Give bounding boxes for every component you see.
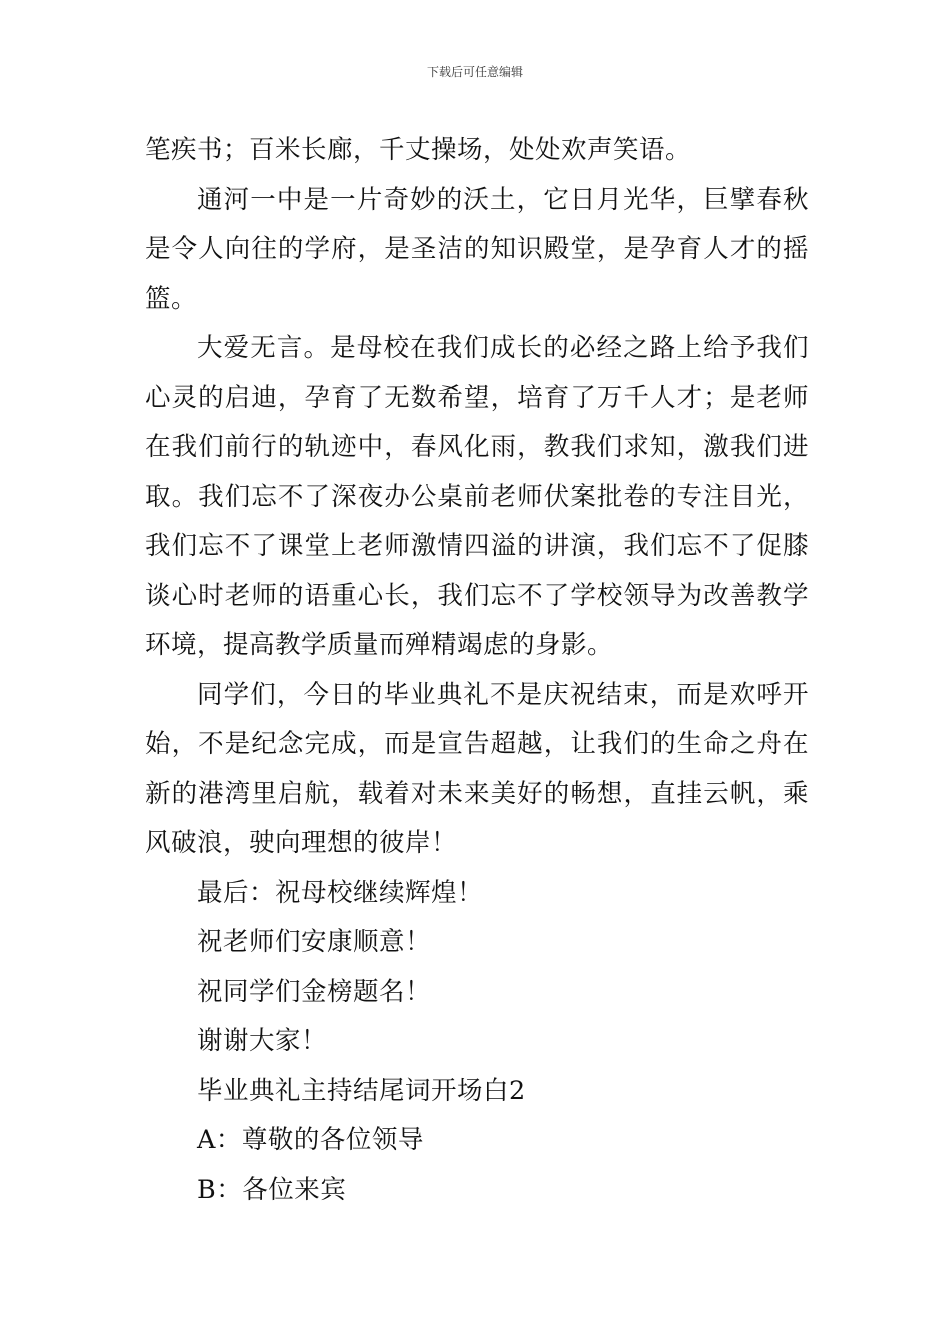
paragraph-graduation: 同学们，今日的毕业典礼不是庆祝结束，而是欢呼开始，不是纪念完成，而是宣告超越，让我们的生命之舟在新的港湾里启航，载着对未来美好的畅想，直挂云帆，乘风破浪，驶向理想的彼岸！	[145, 679, 809, 858]
paragraph-school-intro: 通河一中是一片奇妙的沃土，它日月光华，巨擘春秋是令人向往的学府，是圣洁的知识殿堂，是孕育人才的摇篮。	[145, 184, 809, 314]
dialogue-line-b: B：各位来宾	[197, 1174, 347, 1205]
paragraph-thanks: 谢谢大家！	[197, 1026, 328, 1056]
paragraph-gratitude: 大爱无言。是母校在我们成长的必经之路上给予我们心灵的启迪，孕育了无数希望，培育了万千人才；是老师在我们前行的轨迹中，春风化雨，教我们求知，激我们进取。我们忘不了深夜办公桌前老师伏案批卷的专注目光，我们忘不了课堂上老师激情四溢的讲演，我们忘不了促膝谈心时老师的语重心长，我们忘不了学校领导为改善教学环境，提高教学质量而殚精竭虑的身影。	[145, 333, 809, 660]
paragraph-wish-students: 祝同学们金榜题名！	[197, 976, 432, 1007]
section-title: 毕业典礼主持结尾词开场白2	[197, 1075, 526, 1106]
page-header: 下载后可任意编辑	[426, 65, 523, 79]
paragraph-continuation: 笔疾书；百米长廊，千丈操场，处处欢声笑语。	[145, 135, 692, 165]
paragraph-wish-teachers: 祝老师们安康顺意！	[197, 927, 432, 957]
document-body	[145, 126, 809, 1215]
paragraph-wish-school: 最后：祝母校继续辉煌！	[197, 877, 484, 908]
dialogue-line-a: A：尊敬的各位领导	[197, 1125, 424, 1155]
